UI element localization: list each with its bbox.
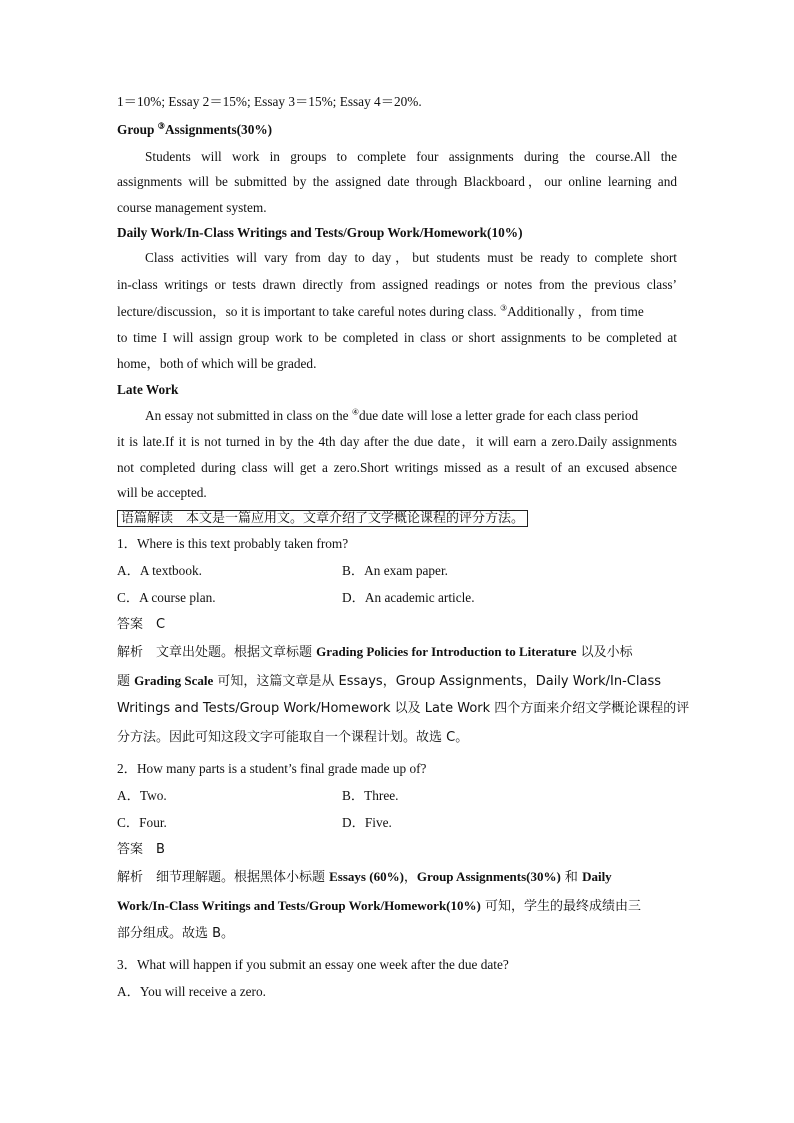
question-2-explanation: 解析 细节理解题。根据黑体小标题 Essays (60%)，Group Assignments(30%) 和 Daily: [117, 869, 612, 885]
paragraph-line: it is late.If it is not turned in by the 4th day after the due date，it will earn a zero.Daily assignments: [117, 434, 677, 449]
option-d: D．Five.: [342, 815, 392, 830]
summary-box: 语篇解读 本文是一篇应用文。文章介绍了文学概论课程的评分方法。: [117, 510, 528, 527]
question-2-answer: 答案 B: [117, 842, 165, 857]
question-2-explanation: 部分组成。故选 B。: [117, 926, 235, 941]
note-marker: ③: [157, 121, 165, 131]
paragraph-line: course management system.: [117, 200, 267, 215]
option-a: A．Two.: [117, 788, 167, 803]
question-1-explanation: 解析 文章出处题。根据文章标题 Grading Policies for Introduction to Literature 以及小标: [117, 644, 633, 660]
daily-work-heading: Daily Work/In-Class Writings and Tests/Group Work/Homework(10%): [117, 225, 523, 240]
note-marker: ④: [351, 407, 359, 417]
question-3-stem: 3．What will happen if you submit an essay one week after the due date?: [117, 957, 509, 972]
option-b: B．An exam paper.: [342, 563, 448, 578]
option-c: C．Four.: [117, 815, 167, 830]
question-1-stem: 1．Where is this text probably taken from?: [117, 536, 349, 551]
question-1-answer: 答案 C: [117, 617, 166, 632]
paragraph-line: lecture/discussion，so it is important to take careful notes during class. ③Additionally ，from time: [117, 303, 644, 319]
late-work-heading: Late Work: [117, 382, 179, 397]
option-a: A．You will receive a zero.: [117, 984, 266, 999]
option-b: B．Three.: [342, 788, 399, 803]
question-1-explanation: 题 Grading Scale 可知，这篇文章是从 Essays，Group Assignments，Daily Work/In-Class: [117, 673, 662, 689]
note-marker: ③: [499, 303, 508, 313]
paragraph-line: An essay not submitted in class on the ④due date will lose a letter grade for each class period: [145, 407, 639, 423]
option-a: A．A textbook.: [117, 563, 202, 578]
group-assignments-heading: Group ③Assignments(30%): [117, 121, 273, 137]
paragraph-line: will be accepted.: [117, 485, 207, 500]
paragraph-line: not completed during class will get a zero.Short writings missed as a result of an excused absence: [117, 460, 677, 475]
passage-summary: [117, 509, 677, 529]
question-2-stem: 2．How many parts is a student’s final grade made up of?: [117, 761, 427, 776]
paragraph-line: in-class writings or tests drawn directly from assigned readings or notes from the previous class’: [117, 277, 677, 292]
paragraph-line: home，both of which will be graded.: [117, 356, 317, 371]
paragraph-line: assignments will be submitted by the assigned date through Blackboard，our online learning and: [117, 174, 677, 189]
question-1-explanation: 分方法。因此可知这段文字可能取自一个课程计划。故选 C。: [117, 730, 469, 745]
paragraph-line: to time I will assign group work to be completed in class or short assignments to be completed at: [117, 330, 677, 345]
question-2-explanation: Work/In-Class Writings and Tests/Group Work/Homework(10%) 可知，学生的最终成绩由三: [117, 898, 641, 914]
paragraph-line: Class activities will vary from day to day，but students must be ready to complete short: [145, 250, 677, 265]
option-c: C．A course plan.: [117, 590, 216, 605]
paragraph-line: Students will work in groups to complete four assignments during the course.All the: [145, 149, 677, 164]
question-1-explanation: Writings and Tests/Group Work/Homework 以及 Late Work 四个方面来介绍文学概论课程的评: [117, 701, 690, 716]
essay-weights-line: 1＝10%; Essay 2＝15%; Essay 3＝15%; Essay 4＝20%.: [117, 94, 422, 109]
option-d: D．An academic article.: [342, 590, 475, 605]
